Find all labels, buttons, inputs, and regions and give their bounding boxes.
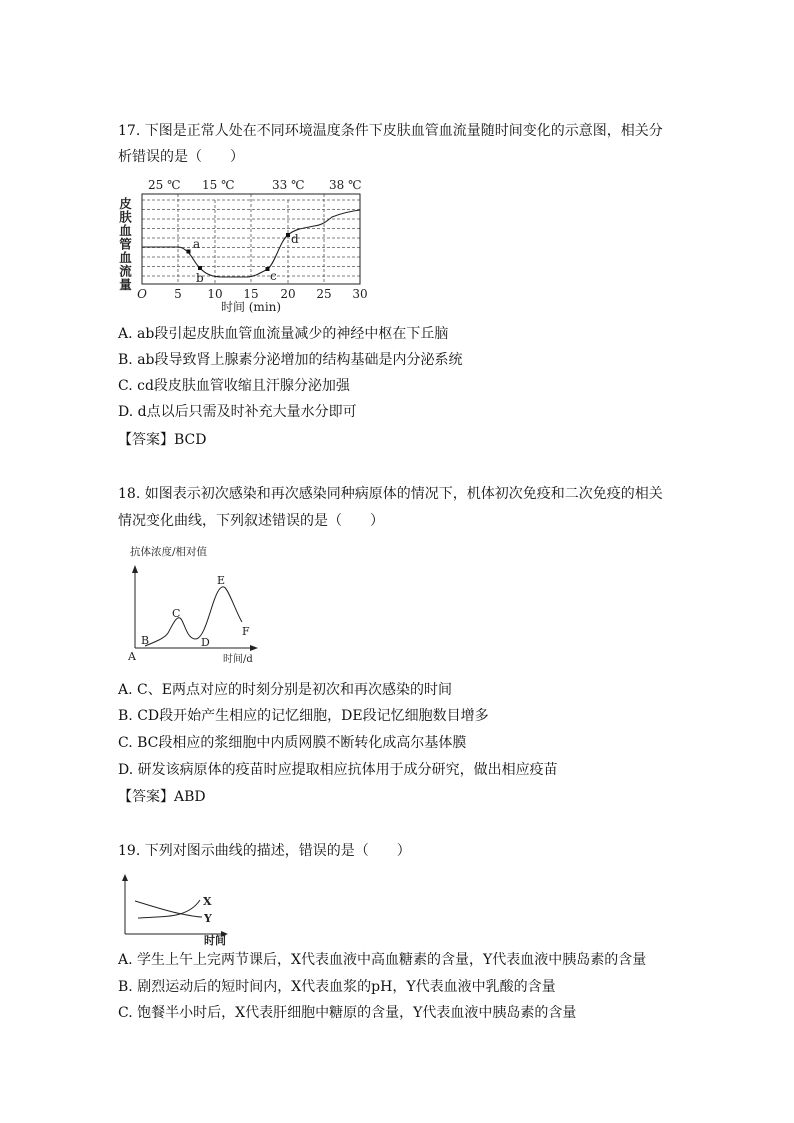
q18-stem-line2: 情况变化曲线，下列叙述错误的是（ ） — [118, 513, 384, 529]
q18-option-c: C. BC段相应的浆细胞中内质网膜不断转化成高尔基体膜 — [118, 735, 467, 751]
point-d: d — [291, 232, 299, 246]
q17-option-a: A. ab段引起皮肤血管血流量减少的神经中枢在下丘脑 — [118, 326, 449, 342]
q17-blood-flow-chart — [110, 175, 370, 315]
q17-stem-line1: 17. 下图是正常人处在不同环境温度条件下皮肤血管血流量随时间变化的示意图，相关分 — [118, 123, 663, 139]
q18-antibody-chart — [110, 540, 280, 670]
xtick: 20 — [280, 287, 296, 301]
temp-15: 15 ℃ — [202, 178, 235, 192]
temp-25: 25 ℃ — [148, 178, 181, 192]
x-axis-label: 时间/d — [223, 654, 253, 665]
xtick: 5 — [174, 287, 182, 301]
q19-option-a: A. 学生上午上完两节课后，X代表血液中高血糖素的含量，Y代表血液中胰岛素的含量 — [118, 952, 647, 968]
curve-y — [135, 901, 202, 917]
point-D: D — [201, 636, 210, 649]
q17-stem-line2: 析错误的是（ ） — [118, 149, 244, 165]
temp-33: 33 ℃ — [272, 178, 305, 192]
antibody-curve — [145, 587, 242, 646]
point-b: b — [196, 271, 204, 285]
point-A: A — [128, 650, 136, 663]
q18-answer: 【答案】ABD — [118, 789, 206, 805]
q19-stem: 19. 下列对图示曲线的描述，错误的是（ ） — [118, 843, 411, 859]
q18-option-d: D. 研发该病原体的疫苗时应提取相应抗体用于成分研究，做出相应疫苗 — [118, 762, 558, 778]
point-c: c — [270, 269, 277, 283]
y-axis-label: 抗体浓度/相对值 — [130, 546, 208, 558]
q19-xy-chart — [110, 860, 240, 945]
q18-option-a: A. C、E两点对应的时刻分别是初次和再次感染的时间 — [118, 682, 452, 698]
point-E: E — [217, 574, 226, 587]
xtick: 10 — [207, 287, 223, 301]
y-axis-label: 皮肤血管血流量 — [117, 197, 133, 292]
q17-option-c: C. cd段皮肤血管收缩且汗腺分泌加强 — [118, 378, 350, 394]
q18-option-b: B. CD段开始产生相应的记忆细胞，DE段记忆细胞数目增多 — [118, 708, 489, 724]
q18-stem-line1: 18. 如图表示初次感染和再次感染同种病原体的情况下，机体初次免疫和二次免疫的相关 — [118, 486, 663, 502]
q17-answer: 【答案】BCD — [118, 432, 207, 448]
x-axis-label: 时间 — [204, 934, 226, 947]
x-axis-label: 时间 (min) — [220, 300, 282, 314]
label-x: X — [203, 895, 212, 908]
xtick: 30 — [352, 287, 368, 301]
label-y: Y — [204, 912, 212, 925]
point-C: C — [172, 607, 181, 620]
origin-label: O — [137, 287, 147, 301]
q19-option-c: C. 饱餐半小时后，X代表肝细胞中糖原的含量，Y代表血液中胰岛素的含量 — [118, 1005, 577, 1021]
xtick: 15 — [243, 287, 259, 301]
q17-option-b: B. ab段导致肾上腺素分泌增加的结构基础是内分泌系统 — [118, 352, 463, 368]
point-F: F — [242, 625, 250, 638]
point-B: B — [141, 634, 150, 647]
temp-38: 38 ℃ — [329, 178, 362, 192]
point-a: a — [193, 237, 201, 251]
q17-option-d: D. d点以后只需及时补充大量水分即可 — [118, 404, 357, 420]
xtick: 25 — [316, 287, 332, 301]
q19-option-b: B. 剧烈运动后的短时间内，X代表血浆的pH，Y代表血液中乳酸的含量 — [118, 979, 556, 995]
